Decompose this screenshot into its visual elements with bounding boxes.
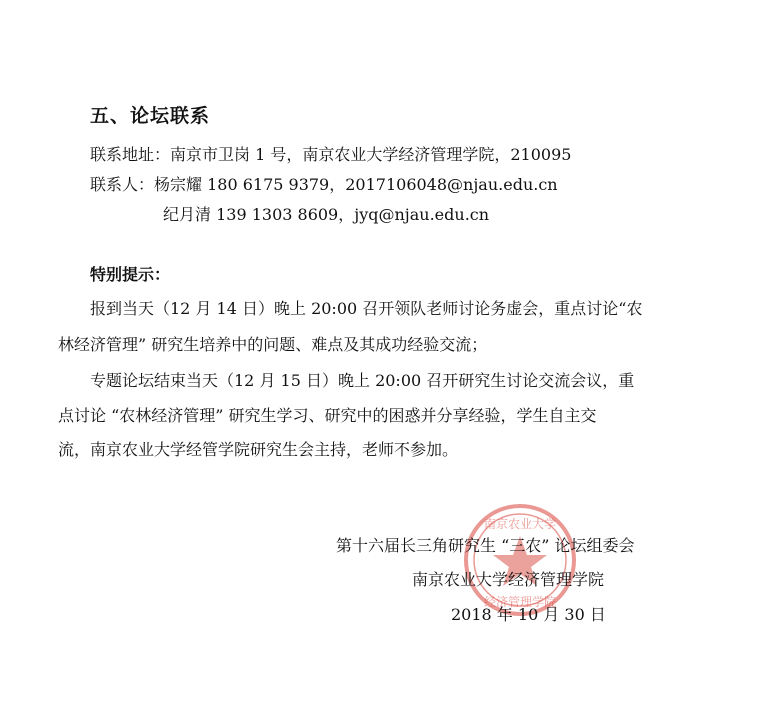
contact-address: 联系地址：南京市卫岗 1 号，南京农业大学经济管理学院，210095 <box>90 145 572 164</box>
official-stamp <box>460 500 580 620</box>
stamp-text-top: 南京农业大学 <box>483 517 557 531</box>
contact-person-1: 联系人：杨宗耀 180 6175 9379，2017106048@njau.edu.cn <box>90 175 558 194</box>
signature-org: 第十六届长三角研究生 “三农” 论坛组委会 <box>336 536 635 555</box>
notice-paragraph-1-line-2: 林经济管理” 研究生培养中的问题、难点及其成功经验交流； <box>58 335 488 354</box>
contact-person-2: 纪月清 139 1303 8609，jyq@njau.edu.cn <box>163 205 490 224</box>
stamp-text-bottom: 经济管理学院 <box>483 595 557 609</box>
signature-date: 2018 年 10 月 30 日 <box>451 605 606 624</box>
section-title: 五、论坛联系 <box>90 105 211 127</box>
notice-heading: 特别提示： <box>90 265 171 284</box>
notice-paragraph-2-line-2: 点讨论 “农林经济管理” 研究生学习、研究中的困惑并分享经验，学生自主交 <box>58 406 597 425</box>
notice-paragraph-2-line-3: 流，南京农业大学经管学院研究生会主持，老师不参加。 <box>58 440 459 459</box>
notice-paragraph-1-line-1: 报到当天（12 月 14 日）晚上 20:00 召开领队老师讨论务虚会，重点讨论“农 <box>90 299 643 318</box>
notice-paragraph-2-line-1: 专题论坛结束当天（12 月 15 日）晚上 20:00 召开研究生讨论交流会议，重 <box>90 371 635 390</box>
signature-school: 南京农业大学经济管理学院 <box>412 570 605 589</box>
